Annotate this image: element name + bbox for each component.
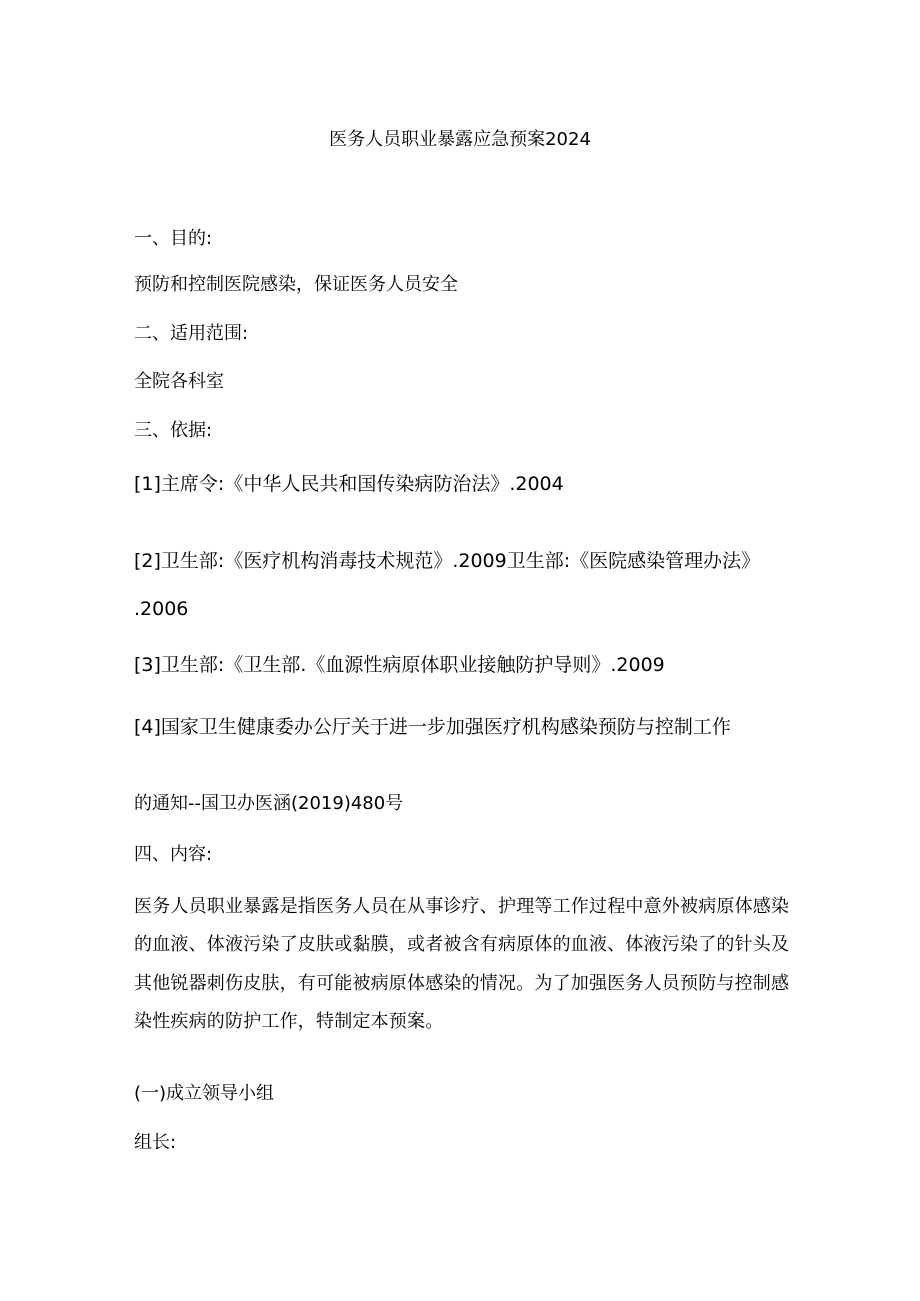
- document-title: 医务人员职业暴露应急预案2024: [329, 129, 591, 150]
- scope-text: 全院各科室: [134, 371, 224, 392]
- subsection-leadership-group: (一)成立领导小组: [134, 1083, 275, 1104]
- reference-item-1: [1]主席令:《中华人民共和国传染病防治法》.2004: [134, 473, 564, 495]
- reference-item-3: [3]卫生部:《卫生部.《血源性病原体职业接触防护导则》.2009: [134, 654, 665, 676]
- section-heading-content: 四、内容:: [134, 844, 213, 865]
- content-paragraph: 医务人员职业暴露是指医务人员在从事诊疗、护理等工作过程中意外被病原体感染的血液、体液污染了皮肤或黏膜，或者被含有病原体的血液、体液污染了的针头及其他锐器刺伤皮肤，有可能被病原体感染的情况。为了加强医务人员预防与控制感染性疾病的防护工作，特制定本预案。: [134, 896, 790, 1032]
- reference-item-2-continued: .2006: [134, 598, 189, 620]
- section-heading-scope: 二、适用范围:: [134, 323, 249, 344]
- reference-item-4-continued: 的通知--国卫办医涵(2019)480号: [134, 793, 404, 814]
- section-heading-purpose: 一、目的:: [134, 228, 213, 249]
- reference-item-4: [4]国家卫生健康委办公厅关于进一步加强医疗机构感染预防与控制工作: [134, 716, 731, 738]
- purpose-text: 预防和控制医院感染，保证医务人员安全: [134, 274, 458, 295]
- leader-label: 组长:: [134, 1132, 177, 1153]
- section-heading-basis: 三、依据:: [134, 420, 213, 441]
- reference-item-2: [2]卫生部:《医疗机构消毒技术规范》.2009卫生部:《医院感染管理办法》: [134, 550, 761, 572]
